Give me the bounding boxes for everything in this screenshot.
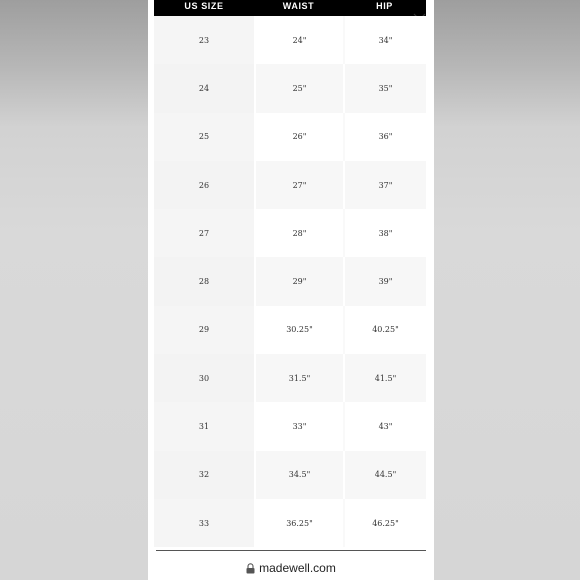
waist-cell: 27": [254, 161, 343, 209]
table-row: [154, 354, 426, 402]
size-cell: 31: [154, 402, 254, 450]
table-row: [154, 499, 426, 547]
table-row: [154, 306, 426, 354]
waist-cell: 36.25": [254, 499, 343, 547]
size-cell: 33: [154, 499, 254, 547]
hip-cell: 44.5": [343, 451, 426, 499]
waist-cell: 33": [254, 402, 343, 450]
waist-cell: 25": [254, 64, 343, 112]
hip-cell: 35": [343, 64, 426, 112]
hip-cell: 39": [343, 257, 426, 305]
hip-cell: 41.5": [343, 354, 426, 402]
size-cell: 28: [154, 257, 254, 305]
waist-cell: 30.25": [254, 306, 343, 354]
waist-cell: 28": [254, 209, 343, 257]
table-row: [154, 257, 426, 305]
hip-cell: 36": [343, 113, 426, 161]
address-bar[interactable]: [148, 556, 434, 580]
header-waist: WAIST: [282, 1, 315, 11]
hip-cell: 34": [343, 16, 426, 64]
table-row: [154, 451, 426, 499]
hip-cell: 40.25": [343, 306, 426, 354]
hip-cell: 38": [343, 209, 426, 257]
waist-cell: 34.5": [254, 451, 343, 499]
table-header: [154, 0, 426, 16]
divider: [156, 550, 426, 551]
size-cell: 24: [154, 64, 254, 112]
lock-icon: [246, 563, 255, 574]
size-cell: 26: [154, 161, 254, 209]
hip-cell: 46.25": [343, 499, 426, 547]
url-text: madewell.com: [259, 561, 336, 575]
waist-cell: 26": [254, 113, 343, 161]
table-row: [154, 209, 426, 257]
table-row: [154, 16, 426, 64]
table-row: [154, 402, 426, 450]
waist-cell: 24": [254, 16, 343, 64]
waist-cell: 29": [254, 257, 343, 305]
header-hip: HIP: [376, 1, 393, 11]
table-row: [154, 64, 426, 112]
size-cell: 23: [154, 16, 254, 64]
size-table: [154, 16, 426, 547]
size-cell: 25: [154, 113, 254, 161]
size-cell: 30: [154, 354, 254, 402]
table-row: [154, 161, 426, 209]
hip-cell: 43": [343, 402, 426, 450]
hip-cell: 37": [343, 161, 426, 209]
size-cell: 32: [154, 451, 254, 499]
size-cell: 27: [154, 209, 254, 257]
waist-cell: 31.5": [254, 354, 343, 402]
table-row: [154, 113, 426, 161]
size-cell: 29: [154, 306, 254, 354]
header-us-size: US SIZE: [184, 1, 224, 11]
